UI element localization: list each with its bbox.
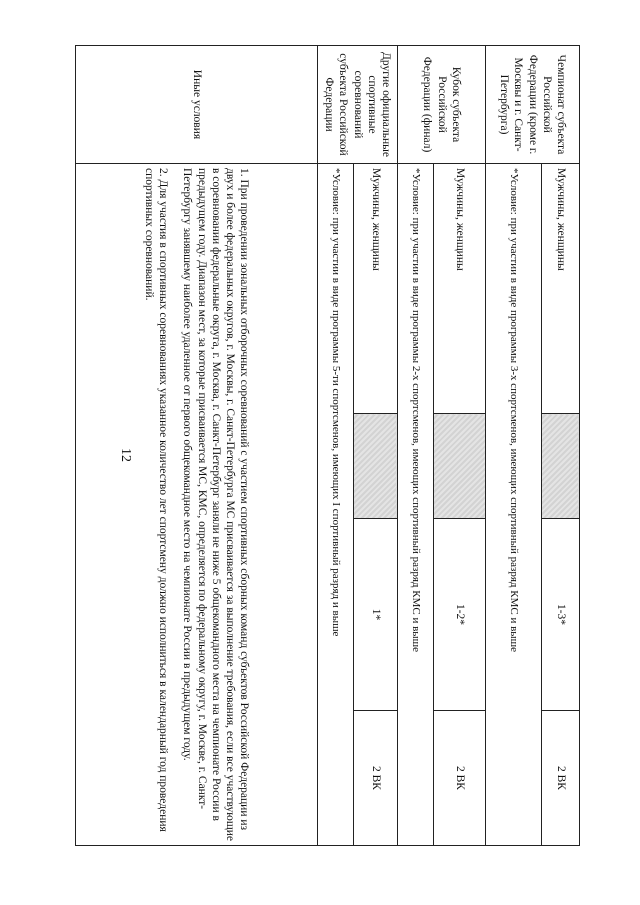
condition-paragraph: 2. Для участия в спортивных соревнованиях указанное количество лет спортсмену должно исполниться в календарный год проведения спортивных соревнований. <box>143 168 170 832</box>
event-name: Кубок субъекта Российской Федерации (финал) <box>398 46 486 164</box>
event-name: Другие официальные спортивные соревнований субъекта Российской Федерации <box>318 46 398 164</box>
table-row <box>318 46 354 846</box>
shaded-cell <box>434 414 486 519</box>
place-cell: 1-2* <box>434 519 486 711</box>
page-number: 12 <box>118 448 133 462</box>
table-row <box>542 46 580 846</box>
rank-cell: 2 ВК <box>434 711 486 846</box>
participants-cell: Мужчины, женщины <box>354 164 398 414</box>
participants-cell: Мужчины, женщины <box>542 164 580 414</box>
shaded-cell <box>542 414 580 519</box>
place-cell: 1* <box>354 519 398 711</box>
table-row <box>76 46 318 846</box>
qualification-table <box>75 45 580 846</box>
shaded-cell <box>354 414 398 519</box>
rank-cell: 2 ВК <box>354 711 398 846</box>
place-cell: 1-3* <box>542 519 580 711</box>
rotated-table-sheet <box>75 45 580 845</box>
rank-cell: 2 ВК <box>542 711 580 846</box>
table-row <box>434 46 486 846</box>
participants-cell: Мужчины, женщины <box>434 164 486 414</box>
event-name: Чемпионат субъекта Российской Федерации (кроме г. Москвы и г. Санкт-Петербурга) <box>486 46 580 164</box>
other-conditions-text <box>76 164 318 846</box>
condition-note: *Условие: при участии в виде программы 2-х спортсменов, имеющих спортивный разряд КМС и выше <box>398 164 434 846</box>
condition-note: *Условие: при участии в виде программы 3-х спортсменов, имеющих спортивный разряд КМС и выше <box>486 164 542 846</box>
table-row <box>486 46 542 846</box>
other-conditions-label: Иные условия <box>76 46 318 164</box>
condition-note: *Условие: при участии в виде программы 5-ти спортсменов, имеющих I спортивный разряд и выше <box>318 164 354 846</box>
condition-paragraph: 1. При проведении зональных отборочных соревнований с участием спортивных сборных команд субъектов Российской Федерации из двух и более федеральных округов, г. Москвы, г. Санкт-Петербурга МС присваивается за выполнение требования, если все участвующие в соревновании федеральные округа, г. Москва, г. Санкт-Петербург заняли не ниже 5 общекомандного места на чемпионате России в предыдущем году. Диапазон мест, за которые присваивается МС, КМС, определяется по федеральному округу, г. Москве, г. Санкт-Петербургу занявшему наиболее удаленное от первого общекомандное место на чемпионате России в предыдущем году. <box>181 168 250 842</box>
table-row <box>354 46 398 846</box>
table-row <box>398 46 434 846</box>
